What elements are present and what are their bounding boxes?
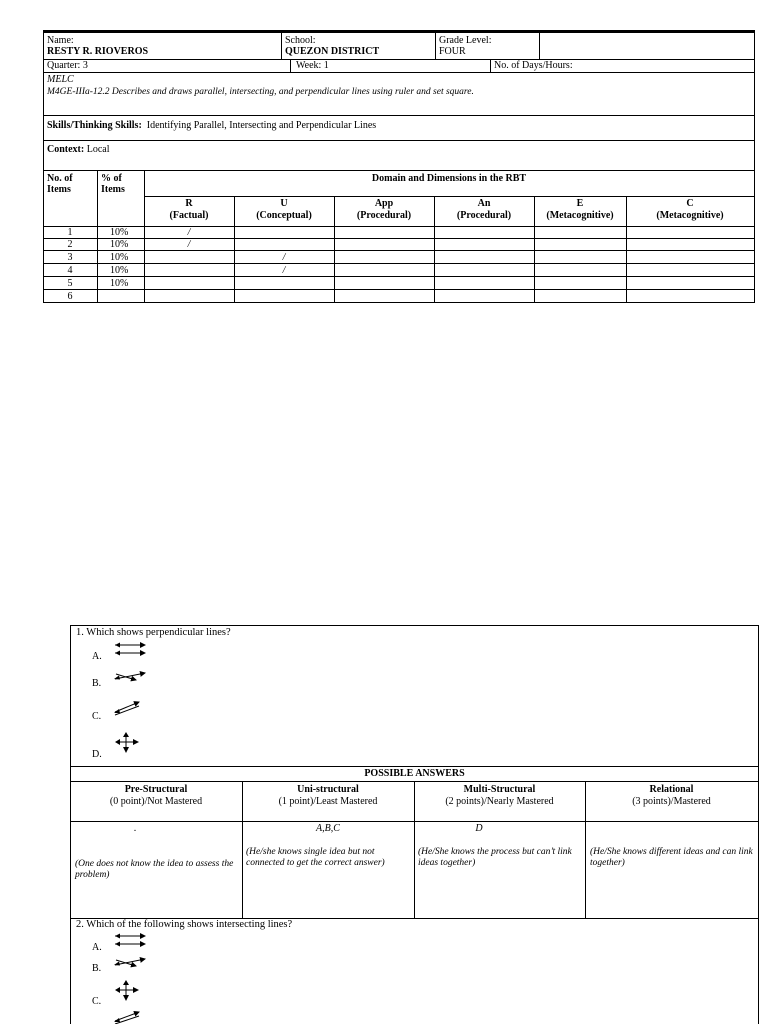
level-desc: (1 point)/Least Mastered	[278, 796, 378, 807]
dim-an-code: An	[477, 198, 491, 209]
dim-c-desc: (Metacognitive)	[656, 210, 724, 221]
answer-uni: A,B,C	[316, 823, 340, 834]
dim-u-desc: (Conceptual)	[256, 210, 312, 221]
parallel-horizontal-arrows-icon	[112, 932, 148, 948]
row-number: 5	[67, 278, 73, 289]
row-number: 6	[67, 291, 73, 302]
days-text: No. of Days/Hours:	[494, 60, 573, 71]
q1-option-d-label: D.	[92, 749, 102, 760]
dim-c-code: C	[686, 198, 694, 209]
grade-value: FOUR	[439, 46, 466, 57]
parallel-diagonal-arrows-icon	[112, 697, 144, 717]
parallel-horizontal-arrows-icon	[112, 641, 148, 657]
row-u-mark: /	[282, 252, 286, 263]
school-value: QUEZON DISTRICT	[285, 46, 380, 57]
quarter-text: Quarter: 3	[47, 60, 88, 71]
skills-line: Skills/Thinking Skills: Identifying Parallel, Intersecting and Perpendicular Lines	[47, 120, 377, 131]
level-desc: (3 points)/Mastered	[632, 796, 711, 807]
dim-app-code: App	[374, 198, 394, 209]
answer-multi: D	[475, 823, 483, 834]
parallel-diagonal-arrows-icon	[112, 1008, 144, 1024]
level-multi-structural: Multi-Structural	[463, 784, 536, 795]
note-multi: (He/She knows the process but can’t link ideas together)	[418, 847, 572, 868]
row-r-mark: /	[187, 239, 191, 250]
question-2-text: 2. Which of the following shows intersecting lines?	[76, 919, 293, 930]
intersecting-arrows-icon	[112, 668, 148, 684]
dim-u-code: U	[280, 198, 288, 209]
level-desc: (2 points)/Nearly Mastered	[445, 796, 554, 807]
row-number: 1	[67, 227, 73, 238]
note-relational: (He/She knows different ideas and can link together)	[590, 847, 753, 868]
row-u-mark: /	[282, 265, 286, 276]
row-number: 4	[67, 265, 73, 276]
dim-r-code: R	[185, 198, 193, 209]
dim-e-desc: (Metacognitive)	[546, 210, 614, 221]
answer-pre: .	[133, 823, 137, 834]
row-percent: 10%	[110, 252, 129, 263]
question-1-text: 1. Which shows perpendicular lines?	[76, 627, 231, 638]
q2-option-b-label: B.	[92, 963, 102, 974]
context-line: Context: Local	[47, 144, 110, 155]
q2-option-c-label: C.	[92, 996, 102, 1007]
perpendicular-arrows-icon	[113, 731, 141, 755]
row-percent: 10%	[110, 265, 129, 276]
level-uni-structural: Uni-structural	[297, 784, 359, 795]
q1-option-b-label: B.	[92, 678, 102, 689]
dim-r-desc: (Factual)	[169, 210, 209, 221]
name-value: RESTY R. RIOVEROS	[47, 46, 149, 57]
school-label: School:	[285, 35, 316, 46]
domain-header: Domain and Dimensions in the RBT	[371, 173, 527, 184]
grade-label: Grade Level:	[439, 35, 492, 46]
level-relational: Relational	[649, 784, 694, 795]
col-items-header: No. of Items	[47, 173, 73, 195]
intersecting-arrows-icon	[112, 954, 148, 970]
col-pct-header: % of Items	[101, 173, 125, 195]
perpendicular-arrows-icon	[113, 979, 141, 1003]
dim-app-desc: (Procedural)	[356, 210, 412, 221]
q1-option-c-label: C.	[92, 711, 102, 722]
melc-text: M4GE-IIIa-12.2 Describes and draws parallel, intersecting, and perpendicular lines using ruler and set square.	[47, 87, 474, 97]
level-desc: (0 point)/Not Mastered	[109, 796, 203, 807]
row-r-mark: /	[187, 227, 191, 238]
melc-label: MELC	[47, 74, 74, 85]
dim-an-desc: (Procedural)	[456, 210, 512, 221]
dim-e-code: E	[576, 198, 584, 209]
row-number: 3	[67, 252, 73, 263]
week-text: Week: 1	[296, 60, 329, 71]
q2-option-a-label: A.	[92, 942, 102, 953]
row-number: 2	[67, 239, 73, 250]
row-percent: 10%	[110, 239, 129, 250]
note-pre: (One does not know the idea to assess the problem)	[75, 859, 234, 880]
level-pre-structural: Pre-Structural	[124, 784, 188, 795]
row-percent: 10%	[110, 227, 129, 238]
possible-answers-title: POSSIBLE ANSWERS	[364, 768, 465, 779]
q1-option-a-label: A.	[92, 651, 102, 662]
name-label: Name:	[47, 35, 74, 46]
row-percent: 10%	[110, 278, 129, 289]
note-uni: (He/she knows single idea but not connected to get the correct answer)	[246, 847, 385, 868]
